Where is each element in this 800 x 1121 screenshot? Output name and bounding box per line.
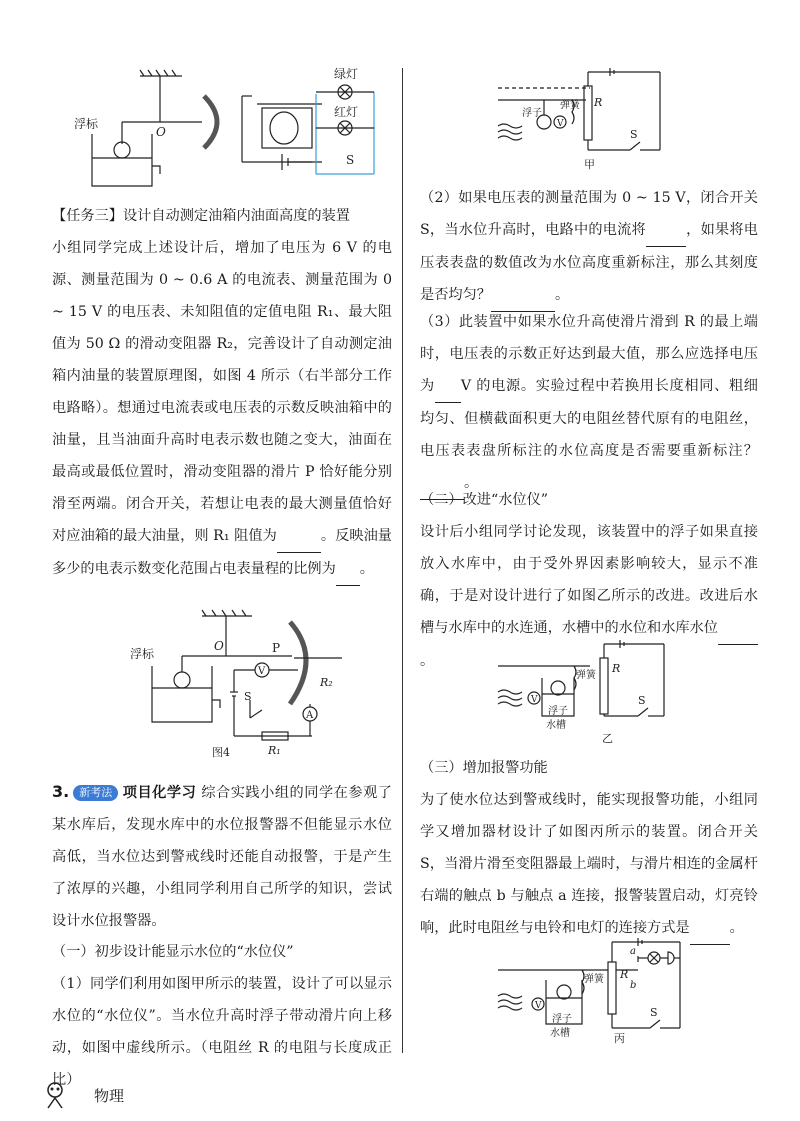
switch-label: S [346,153,355,167]
question-3: （3）此装置中如果水位升高使滑片滑到 R 的最上端时，电压表的示数正好达到最大值，那么应选择电压为 V 的电源。实验过程中若换用长度相同、粗细均匀、但横截面积更大的电阻丝替代原有的电阻丝，电压表表盘所标注的水位高度是否需要重新标注？ 。 [420,306,758,500]
fig4-v-label: V [258,666,266,677]
jia-float-label: 浮子 [522,108,542,119]
question-number: 3. [52,782,70,801]
yi-tank-label: 水槽 [546,720,566,731]
jia-s-label: S [630,128,638,141]
bing-v-label: V [535,1001,542,1011]
fig4-s-label: S [244,690,252,703]
answer-blank-current[interactable] [646,214,686,247]
task3-title: 【任务三】设计自动测定油箱内油面高度的装置 [52,208,350,224]
question-type: 项目化学习 [122,785,197,801]
bing-s-label: S [650,1006,658,1019]
red-lamp-label: 红灯 [334,105,359,119]
yi-s-label: S [638,694,646,707]
bing-caption: 丙 [614,1032,625,1045]
figure-bing [490,936,690,1046]
figure-bing-diagram [490,936,690,1046]
bing-tank-label: 水槽 [550,1028,570,1039]
figure-4 [122,608,352,758]
fig4-p-label: P [272,641,281,655]
answer-blank-r1[interactable] [277,520,321,553]
yi-v-label: V [531,695,538,705]
question-2: （2）如果电压表的测量范围为 0 ~ 15 V，闭合开关 S，当水位升高时，电路中的电流将 ，如果将电压表表盘的数值改为水位高度重新标注，那么其刻度是否均匀？ 。 [420,182,758,312]
yi-float-label: 浮子 [548,706,568,717]
yi-r-label: R [612,662,621,675]
part3-paragraph: 为了使水位达到警戒线时，能实现报警功能，小组同学又增加器材设计了如图丙所示的装置。闭合开关 S，当滑片滑至变阻器最上端时，与滑片相连的金属杆右端的触点 b 与触点 a 连接，报警装置启动，灯亮铃响，此时电阻丝与电铃和电灯的连接方式是 。 [420,784,758,945]
bing-spring-label: 弹簧 [584,974,604,985]
fig4-a-label: A [306,710,314,721]
answer-blank-water-level[interactable] [718,612,758,645]
figure-yi [490,638,670,748]
fig-float-label: 浮标 [74,117,99,131]
relay-alarm-figure [52,66,382,194]
new-method-badge: 新考法 [73,785,118,801]
mascot-icon [40,1080,70,1110]
bing-a-label: a [630,946,636,957]
fig-pivot-label: O [156,125,166,139]
fig4-caption: 图4 [212,746,230,758]
answer-blank-connection[interactable] [690,912,730,945]
bing-r-label: R [620,968,629,981]
answer-blank-ratio[interactable] [336,553,360,586]
fig4-r1-label: R₁ [268,744,281,757]
jia-spring-label: 弹簧 [560,100,580,111]
part2-title: （二）改进“水位仪” [420,492,549,508]
bing-float-label: 浮子 [552,1014,572,1025]
task3-paragraph: 小组同学完成上述设计后，增加了电压为 6 V 的电源、测量范围为 0 ~ 0.6 A 的电流表、测量范围为 0 ~ 15 V 的电压表、未知阻值的定值电阻 R₁、最大阻值为 50 Ω 的滑动变阻器 R₂，完善设计了自动测定油箱内油量的装置原理图，如图 4 所示（右半部分工作电路略）。想通过电流表或电压表的示数反映油箱中的油量，且当油面升高时电表示数也随之变大，油面在最高或最低位置时，滑动变阻器的滑片 P 恰好能分别滑至两端。闭合开关，若想让电表的最大测量值恰好对应油箱的最大油量，则 R₁ 阻值为 。反映油量多少的电表示数变化范围占电表量程的比例为 。 [52,232,392,586]
question-3-intro: 3. 新考法 项目化学习 综合实践小组的同学在参观了某水库后，发现水库中的水位报警器不但能显示水位高低，当水位达到警戒线时还能自动报警，于是产生了浓厚的兴趣，小组同学利用自己所学的知识，尝试设计水位报警器。 [52,782,392,929]
subject-label: 物理 [94,1086,125,1105]
jia-caption: 甲 [584,158,595,171]
yi-caption: 乙 [602,732,613,745]
page-footer [40,1080,124,1110]
green-lamp-label: 绿灯 [334,67,359,81]
part3-title: （三）增加报警功能 [420,760,548,776]
part1-question-1: （1）同学们利用如图甲所示的装置，设计了可以显示水位的“水位仪”。当水位升高时浮子带动滑片向上移动，如图中虚线所示。（电阻丝 R 的电阻与长度成正比） [52,976,392,1088]
yi-spring-label: 弹簧 [576,670,596,681]
figure-4-diagram [122,608,352,758]
jia-v-label: V [557,119,564,129]
fig4-float-label: 浮标 [130,647,155,661]
column-divider [402,68,403,1053]
figure-jia-diagram [490,66,670,174]
fig4-r2-label: R₂ [320,676,333,689]
figure-yi-diagram [490,638,670,748]
jia-r-label: R [594,96,603,109]
part2-paragraph: 设计后小组同学讨论发现，该装置中的浮子如果直接放入水库中，由于受外界因素影响较大，显示不准确，于是对设计进行了如图乙所示的改进。改进后水槽与水库中的水连通，水槽中的水位和水库水位 。 [420,524,758,669]
fig4-pivot-label: O [214,639,224,653]
answer-blank-voltage[interactable] [435,370,461,403]
relay-alarm-diagram [52,66,382,194]
bing-b-label: b [630,980,637,991]
part1-title: （一）初步设计能显示水位的“水位仪” [52,944,294,960]
figure-jia [490,66,670,174]
